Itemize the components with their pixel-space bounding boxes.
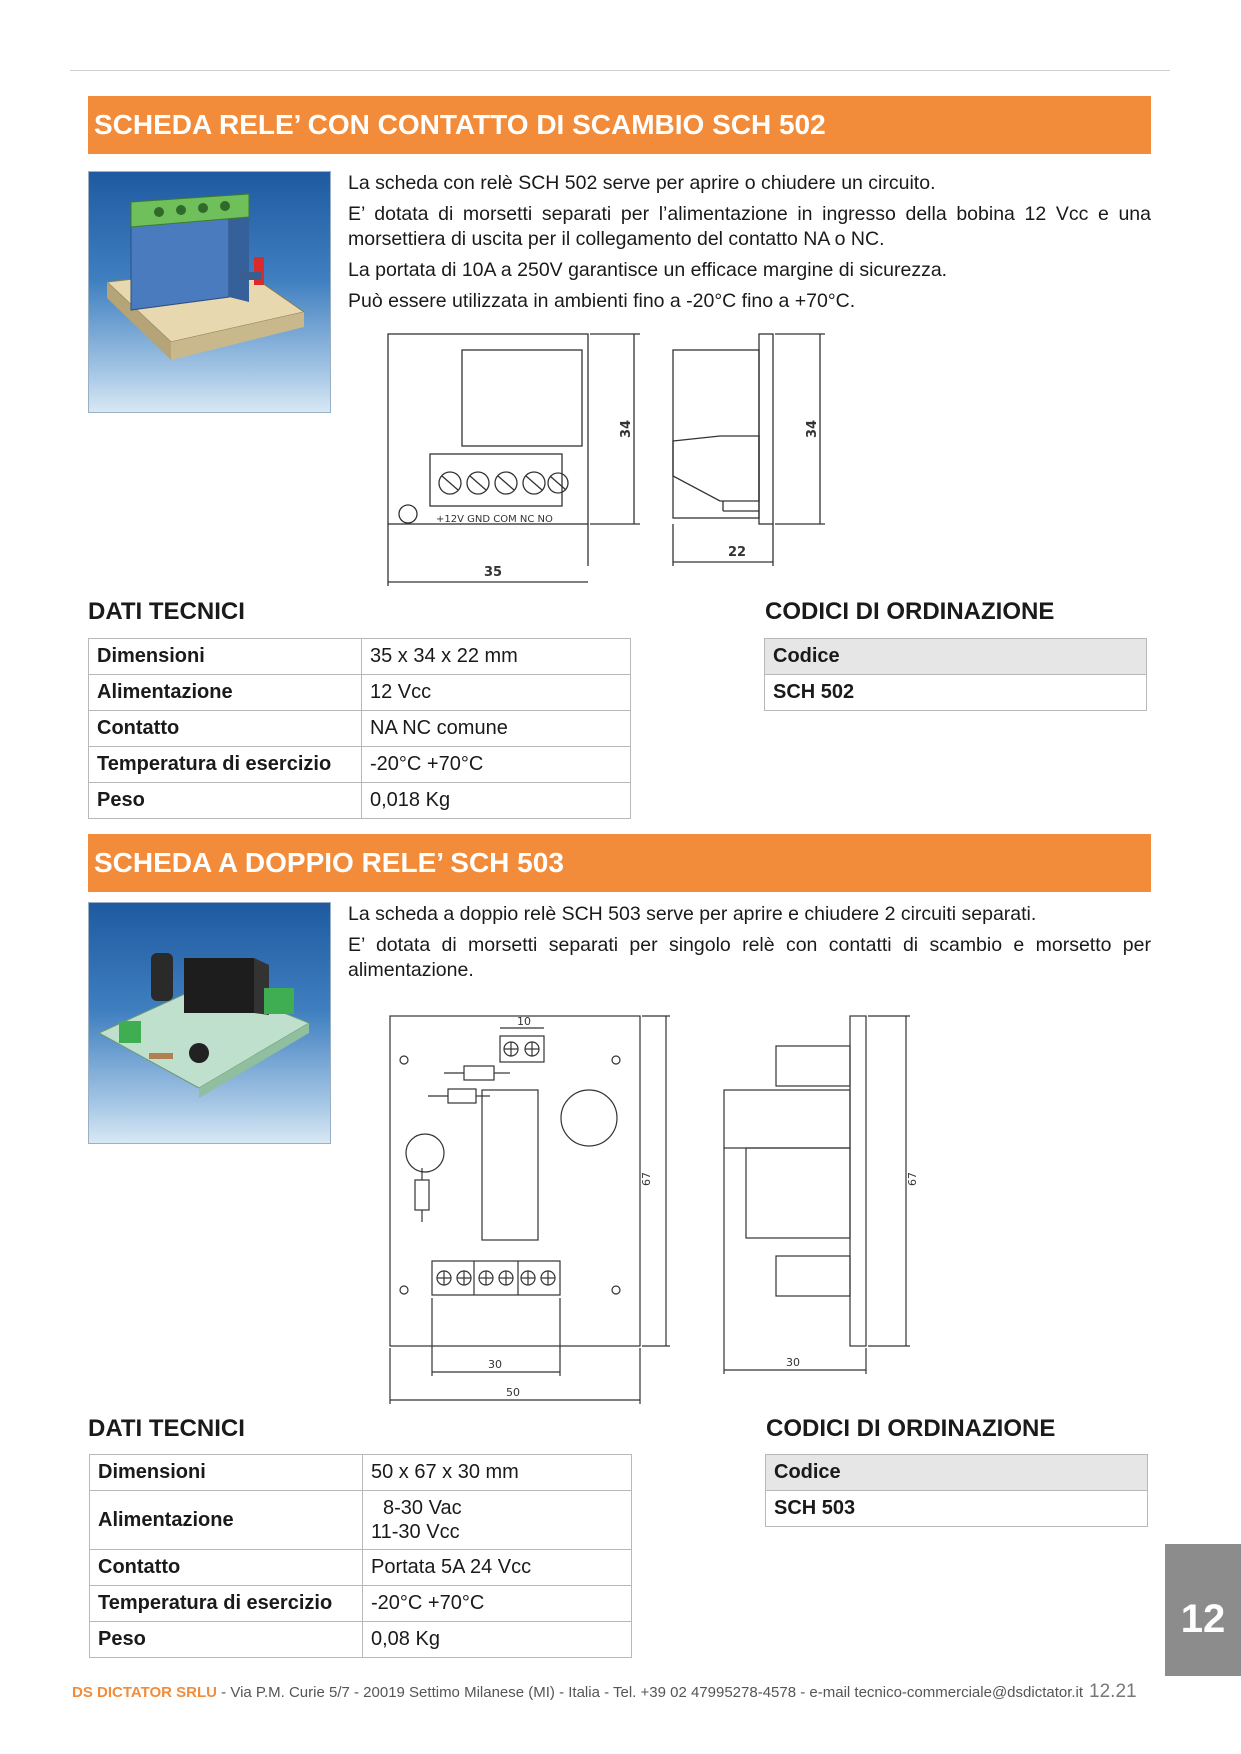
spec-value-line: 8-30 Vac <box>383 1497 462 1519</box>
description-line: La scheda con relè SCH 502 serve per aprire o chiudere un circuito. <box>348 172 936 194</box>
spec-value: -20°C +70°C <box>362 747 631 783</box>
spec-value: 0,018 Kg <box>362 783 631 819</box>
relay-board-illustration <box>89 172 331 413</box>
description-line: La portata di 10A a 250V garantisce un efficace margine di sicurezza. <box>348 259 948 281</box>
product1-specs-heading: DATI TECNICI <box>88 598 245 625</box>
spec-value: NA NC comune <box>362 711 631 747</box>
spec-value: 0,08 Kg <box>363 1622 632 1658</box>
codes-header: Codice <box>765 639 1147 675</box>
spec-value: -20°C +70°C <box>363 1586 632 1622</box>
product2-photo <box>88 902 331 1144</box>
spec-value: Portata 5A 24 Vcc <box>363 1550 632 1586</box>
top-rule <box>70 70 1170 71</box>
product1-codes-table <box>764 638 1147 711</box>
dim-front-height: 34 <box>619 419 634 438</box>
spec-value <box>363 1491 632 1550</box>
spec-label: Alimentazione <box>89 675 362 711</box>
spec-label: Temperatura di esercizio <box>90 1586 363 1622</box>
codes-header: Codice <box>766 1455 1148 1491</box>
order-code: SCH 502 <box>765 675 1147 711</box>
double-relay-board-illustration <box>89 903 331 1144</box>
spec-value: 50 x 67 x 30 mm <box>363 1455 632 1491</box>
section-tab: 12 <box>1165 1544 1241 1676</box>
page-number: 12.21 <box>1089 1681 1137 1702</box>
spec-label: Peso <box>90 1622 363 1658</box>
table-row <box>89 747 631 783</box>
spec-value: 35 x 34 x 22 mm <box>362 639 631 675</box>
dim-front-height: 67 <box>640 1172 653 1186</box>
order-code: SCH 503 <box>766 1491 1148 1527</box>
spec-label: Dimensioni <box>90 1455 363 1491</box>
table-row <box>89 675 631 711</box>
product1-photo <box>88 171 331 413</box>
table-header-row <box>765 639 1147 675</box>
product1-codes-heading: CODICI DI ORDINAZIONE <box>765 598 1055 625</box>
product1-specs-table <box>88 638 631 819</box>
dim-terminal-pitch: 10 <box>517 1015 531 1028</box>
product2-codes-heading: CODICI DI ORDINAZIONE <box>766 1415 1056 1442</box>
dim-front-inner-width: 30 <box>488 1358 502 1371</box>
spec-label: Temperatura di esercizio <box>89 747 362 783</box>
table-row <box>89 639 631 675</box>
table-row <box>765 675 1147 711</box>
product2-technical-drawing <box>380 1008 940 1408</box>
dim-front-width: 50 <box>506 1386 520 1399</box>
dim-side-width: 22 <box>728 545 747 560</box>
table-row <box>90 1550 632 1586</box>
footer <box>72 1681 1172 1703</box>
product2-codes-table <box>765 1454 1148 1527</box>
product1-title: SCHEDA RELE’ CON CONTATTO DI SCAMBIO SCH 502 <box>88 96 1151 154</box>
spec-label: Dimensioni <box>89 639 362 675</box>
dim-side-height: 34 <box>805 419 820 438</box>
footer-address: - Via P.M. Curie 5/7 - 20019 Settimo Milanese (MI) - Italia - Tel. +39 02 47995278-4578 - e-mail tecnico-commerciale@dsdictator.it <box>217 1684 1084 1701</box>
description-line: E’ dotata di morsetti separati per l’alimentazione in ingresso della bobina 12 Vcc e una morsettiera di uscita per il collegamento del contatto NA o NC. <box>348 203 1151 250</box>
product2-title: SCHEDA A DOPPIO RELE’ SCH 503 <box>88 834 1151 892</box>
table-row <box>90 1622 632 1658</box>
table-row <box>766 1491 1148 1527</box>
dim-front-width: 35 <box>484 565 503 580</box>
table-row <box>89 783 631 819</box>
spec-label: Alimentazione <box>90 1491 363 1550</box>
table-row <box>90 1491 632 1550</box>
dim-side-height: 67 <box>906 1172 919 1186</box>
table-row <box>90 1455 632 1491</box>
terminal-labels: +12V GND COM NC NO <box>436 514 553 525</box>
table-row <box>89 711 631 747</box>
product1-description <box>348 171 1151 320</box>
table-header-row <box>766 1455 1148 1491</box>
product2-description <box>348 902 1151 989</box>
description-line: E’ dotata di morsetti separati per singolo relè con contatti di scambio e morsetto per alimentazione. <box>348 934 1151 981</box>
dim-side-width: 30 <box>786 1356 800 1369</box>
product2-specs-heading: DATI TECNICI <box>88 1415 245 1442</box>
description-line: La scheda a doppio relè SCH 503 serve per aprire e chiudere 2 circuiti separati. <box>348 903 1037 925</box>
product2-specs-table <box>89 1454 632 1658</box>
description-line: Può essere utilizzata in ambienti fino a -20°C fino a +70°C. <box>348 290 856 312</box>
footer-company: DS DICTATOR SRLU <box>72 1684 217 1701</box>
spec-label: Contatto <box>90 1550 363 1586</box>
spec-value: 12 Vcc <box>362 675 631 711</box>
spec-value-line: 11-30 Vcc <box>371 1521 460 1543</box>
spec-label: Peso <box>89 783 362 819</box>
table-row <box>90 1586 632 1622</box>
spec-label: Contatto <box>89 711 362 747</box>
product1-technical-drawing <box>380 326 860 588</box>
